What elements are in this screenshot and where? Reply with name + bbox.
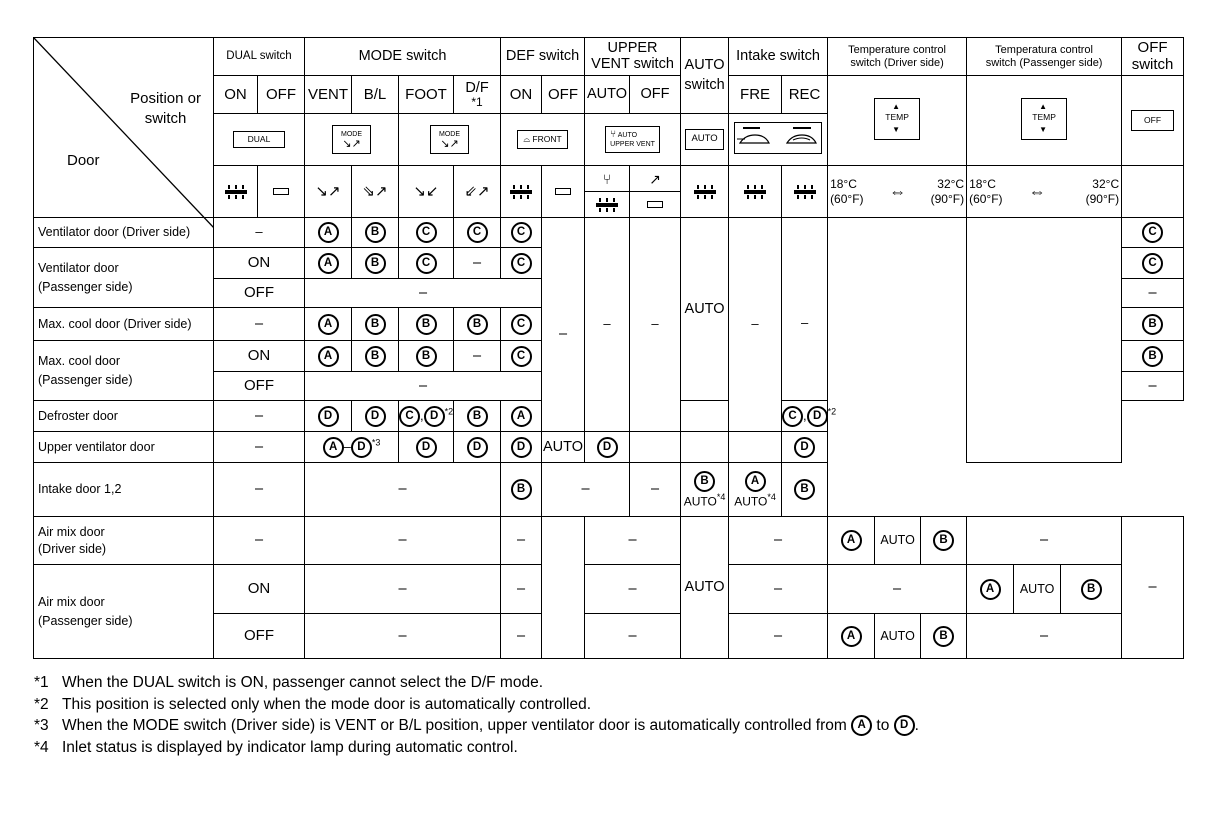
temp-driver-high: 32°C (90°F): [921, 166, 967, 218]
cell: [729, 463, 782, 517]
footnote-2: [34, 694, 919, 716]
cell: [828, 614, 875, 659]
header-intake: Intake switch: [729, 38, 828, 76]
cell: [681, 463, 729, 517]
cell: [305, 432, 399, 463]
auto-key-cell: [681, 114, 729, 166]
row-label-intake: Intake door 1,2: [34, 463, 214, 517]
cell: [1122, 308, 1184, 341]
pos-a-mark: A: [318, 346, 339, 367]
pos-upper-off: OFF: [630, 76, 681, 114]
upper-off-merged: –: [630, 248, 681, 401]
cell: –: [585, 614, 681, 659]
corner-diagonal: [34, 38, 214, 228]
foot-mode-cell: [399, 166, 454, 218]
pos-a-mark: A: [323, 437, 344, 458]
pos-c-mark: C: [467, 222, 488, 243]
mode-key-driver-icon: [332, 125, 371, 155]
pos-def-on: ON: [501, 76, 542, 114]
cell: –: [214, 308, 305, 341]
vent-arrows-icon: ↘↗: [342, 138, 361, 151]
cell: [501, 463, 542, 517]
pos-a-mark: A: [318, 314, 339, 335]
upper-key-cell: [585, 114, 681, 166]
pos-def-off: OFF: [542, 76, 585, 114]
comma: ,: [803, 407, 807, 423]
vent-arrows-icon: ↘↗: [440, 138, 459, 151]
mode-key-driver-cell: [305, 114, 399, 166]
cell: –: [214, 432, 305, 463]
pos-d-mark: D: [794, 437, 815, 458]
lamp-lit-icon: [222, 185, 250, 199]
front-defrost-key-icon: [517, 130, 567, 149]
temp-key-label: TEMP: [885, 111, 909, 122]
note-4-ref: *4: [716, 491, 726, 502]
cell: AUTO: [875, 614, 921, 659]
cell: [305, 308, 352, 341]
seat-airflow-icon: ⑂: [585, 167, 629, 192]
cell: [585, 218, 630, 248]
temp-pass-low: 18°C (60°F): [967, 166, 1014, 218]
windshield-icon: ⌓: [523, 133, 533, 144]
temp-pass-high: 32°C (90°F): [1061, 166, 1122, 218]
pos-a-mark: A: [851, 715, 872, 736]
cell: –: [729, 565, 828, 614]
lamp-off-cell: [258, 166, 305, 218]
pos-c-mark: C: [782, 406, 803, 427]
cell: –: [214, 517, 305, 565]
temp-driver-low: 18°C (60°F): [828, 166, 875, 218]
dual-key-cell: [214, 114, 305, 166]
car-airflow-icon: [735, 123, 821, 153]
foot-mode-icon: ↘↙: [413, 182, 439, 200]
upper-auto-label: AUTO: [617, 132, 638, 140]
row-label-maxcool-pass: Max. cool door (Passenger side): [34, 341, 214, 401]
cell: [782, 463, 828, 517]
cell: AUTO: [542, 432, 585, 463]
temp-driver-empty: [828, 218, 967, 463]
rec-lamp-cell: [782, 166, 828, 218]
df-mode-cell: [454, 166, 501, 218]
pos-c-mark: C: [416, 222, 437, 243]
cell: ON: [214, 341, 305, 372]
pos-d-mark: D: [318, 406, 339, 427]
upper-vent-key-label: UPPER VENT: [610, 141, 655, 149]
cell: –: [1122, 279, 1184, 308]
lamp-lit-icon: [741, 185, 769, 199]
mode-key-pass-cell: [399, 114, 501, 166]
row-label-airmix-pass: Air mix door (Passenger side): [34, 565, 214, 659]
cell: –: [214, 463, 305, 517]
seat-icon: ⑂: [610, 129, 617, 141]
cell: –: [729, 614, 828, 659]
cell: –: [305, 565, 501, 614]
up-triangle-icon: ▲: [892, 101, 900, 111]
def-off-merged: –: [542, 218, 585, 432]
lamp-lit-icon: [691, 185, 719, 199]
footnote-text: Inlet status is displayed by indicator lamp during automatic control.: [62, 738, 518, 756]
lamp-off-icon: [555, 188, 571, 195]
cell: –: [585, 517, 681, 565]
auto-lamp-cell: [681, 166, 729, 218]
pos-b-mark: B: [467, 314, 488, 335]
defrost-foot-mode-icon: ⇙↗: [464, 182, 490, 200]
cell: –: [501, 517, 542, 565]
cell: [782, 432, 828, 463]
cell: –: [305, 517, 501, 565]
cell: [967, 565, 1014, 614]
corner-position-label: Position or switch: [130, 90, 201, 127]
mode-key-label: MODE: [341, 130, 362, 138]
pos-d-mark: D: [424, 406, 445, 427]
vent-mode-icon: ↘↗: [315, 182, 341, 200]
cell: [1122, 248, 1184, 279]
pos-d-mark: D: [807, 406, 828, 427]
pos-b-mark: B: [694, 471, 715, 492]
cell: [585, 401, 630, 432]
note-2-ref: *2: [444, 406, 454, 417]
note-2-ref: *2: [827, 406, 837, 417]
cell: –: [501, 565, 542, 614]
pos-a-mark: A: [745, 471, 766, 492]
upper-auto-merged: –: [585, 248, 630, 401]
cell: [729, 432, 782, 463]
temp-driver-arrow: ⇔: [875, 166, 921, 218]
pos-c-mark: C: [1142, 253, 1163, 274]
cell: [782, 218, 828, 248]
header-dual: DUAL switch: [214, 38, 305, 76]
cell: [352, 308, 399, 341]
lamp-on-cell: [214, 166, 258, 218]
pos-foot: FOOT: [399, 76, 454, 114]
cell: –: [305, 279, 542, 308]
cell: [305, 248, 352, 279]
temp-pass-arrow: ⇔: [1014, 166, 1061, 218]
footnote-mark: *4: [34, 738, 49, 756]
cell: [1061, 565, 1122, 614]
intake-key-cell: [729, 114, 828, 166]
cell: [454, 401, 501, 432]
cell: [352, 401, 399, 432]
cell: –: [585, 565, 681, 614]
auto-merged: AUTO: [681, 218, 729, 401]
pos-b-mark: B: [365, 253, 386, 274]
cell: [501, 248, 542, 279]
row-label-vent-driver: Ventilator door (Driver side): [34, 218, 214, 248]
cell: –: [1122, 372, 1184, 401]
header-off: OFF switch: [1122, 38, 1184, 76]
footnote-period: .: [914, 717, 919, 734]
cell: –: [542, 463, 630, 517]
footnote-1: [34, 672, 919, 694]
pos-a-mark: A: [841, 530, 862, 551]
row-label-maxcool-driver: Max. cool door (Driver side): [34, 308, 214, 341]
cell: [681, 432, 729, 463]
cell: [729, 218, 782, 248]
header-upper-vent: UPPER VENT switch: [585, 38, 681, 76]
footnote-text: This position is selected only when the mode door is automatically controlled.: [62, 695, 591, 713]
cell: [454, 432, 501, 463]
pos-b-mark: B: [1081, 579, 1102, 600]
pos-df-note: *1: [471, 94, 483, 109]
header-mode: MODE switch: [305, 38, 501, 76]
pos-b-mark: B: [467, 406, 488, 427]
pos-a-mark: A: [980, 579, 1001, 600]
header-auto: AUTO switch: [681, 38, 729, 114]
pos-d-mark: D: [365, 406, 386, 427]
pos-b-mark: B: [365, 222, 386, 243]
cell: [782, 401, 837, 432]
header-temp-passenger: Temperatura control switch (Passenger side): [967, 38, 1122, 76]
pos-c-mark: C: [511, 314, 532, 335]
def-lamp-on-cell: [501, 166, 542, 218]
front-key-cell: [501, 114, 585, 166]
row-label-upper-vent: Upper ventilator door: [34, 432, 214, 463]
footnote-to: to: [876, 717, 890, 734]
footnote-3: [34, 715, 919, 737]
corner-cell: [34, 38, 214, 218]
pos-b-mark: B: [511, 479, 532, 500]
pos-fre: FRE: [729, 76, 782, 114]
vent-mode-cell: [305, 166, 352, 218]
bilevel-mode-icon: ⇘↗: [362, 182, 388, 200]
lamp-off-icon: [273, 188, 289, 195]
pos-d-mark: D: [894, 715, 915, 736]
header-temp-driver: Temperature control switch (Driver side): [828, 38, 967, 76]
temp-driver-switch-icon: [874, 98, 920, 140]
cell: [352, 218, 399, 248]
footnote-text: When the MODE switch (Driver side) is VENT or B/L position, upper ventilator door is automatically controlled from: [62, 717, 847, 734]
temp-key-label: TEMP: [1032, 111, 1056, 122]
pos-d-mark: D: [511, 437, 532, 458]
pos-vent: VENT: [305, 76, 352, 114]
pos-a-mark: A: [318, 253, 339, 274]
off-key-icon: OFF: [1131, 110, 1174, 131]
cell: –: [454, 341, 501, 372]
off-airmix-merged: –: [1122, 517, 1184, 659]
comma: ,: [420, 407, 424, 423]
pos-d-mark: D: [416, 437, 437, 458]
cell: [1122, 341, 1184, 372]
pos-d-mark: D: [597, 437, 618, 458]
cell: [501, 401, 542, 432]
cell: –: [729, 517, 828, 565]
temp-driver-switch-cell: [828, 76, 967, 166]
cell: AUTO: [1014, 565, 1061, 614]
cell: [501, 308, 542, 341]
cell: [399, 218, 454, 248]
cell: –: [967, 517, 1122, 565]
cell: [399, 432, 454, 463]
cell: –: [305, 463, 501, 517]
pos-a-mark: A: [841, 626, 862, 647]
mode-key-label: MODE: [439, 130, 460, 138]
fre-lamp-cell: [729, 166, 782, 218]
cell: [454, 308, 501, 341]
pos-dual-off: OFF: [258, 76, 305, 114]
off-symbol-empty: [1122, 166, 1184, 218]
upper-auto-symbol-cell: [585, 166, 630, 218]
auto-label: AUTO: [734, 493, 768, 508]
cell: [454, 218, 501, 248]
cell: –: [305, 614, 501, 659]
footnotes: [34, 672, 919, 758]
cell: [501, 341, 542, 372]
pos-a-mark: A: [318, 222, 339, 243]
temp-pass-switch-cell: [967, 76, 1122, 166]
down-triangle-icon: ▼: [892, 124, 900, 134]
auto-airmix-merged: AUTO: [681, 517, 729, 659]
upper-off-symbol-cell: [630, 166, 681, 218]
footnote-mark: *1: [34, 674, 49, 691]
pos-b-mark: B: [1142, 314, 1163, 335]
cell: [399, 248, 454, 279]
dual-key-icon: DUAL: [233, 131, 286, 148]
row-label-vent-pass: Ventilator door (Passenger side): [34, 248, 214, 308]
pos-c-mark: C: [511, 346, 532, 367]
footnote-text: When the DUAL switch is ON, passenger cannot select the D/F mode.: [62, 674, 543, 691]
footnote-mark: *3: [34, 717, 49, 734]
cell: [352, 248, 399, 279]
cell: [305, 341, 352, 372]
rec-merged: –: [782, 248, 828, 401]
cell: [542, 565, 585, 614]
cell: OFF: [214, 372, 305, 401]
cell: [630, 432, 681, 463]
cell: [305, 218, 352, 248]
up-triangle-icon: ▲: [1039, 101, 1048, 111]
note-3-ref: *3: [371, 437, 381, 448]
pos-d-mark: D: [351, 437, 372, 458]
cell: [542, 517, 585, 565]
pos-b-mark: B: [365, 314, 386, 335]
front-key-label: FRONT: [532, 133, 562, 144]
cell: [921, 614, 967, 659]
fre-merged: –: [729, 248, 782, 401]
pos-b-mark: B: [416, 314, 437, 335]
range-sep: –: [343, 438, 351, 454]
door-control-table: [33, 37, 1184, 659]
lamp-off-icon: [647, 201, 663, 208]
cell: [681, 401, 729, 432]
cell: ON: [214, 565, 305, 614]
pos-b-mark: B: [1142, 346, 1163, 367]
pos-b-mark: B: [416, 346, 437, 367]
pos-b-mark: B: [933, 626, 954, 647]
temp-pass-switch-icon: [1021, 98, 1067, 140]
auto-label: AUTO: [683, 493, 717, 508]
cell: OFF: [214, 279, 305, 308]
pos-b-mark: B: [365, 346, 386, 367]
intake-key-icon: [734, 122, 822, 154]
pos-c-mark: C: [1142, 222, 1163, 243]
footnote-4: [34, 737, 919, 759]
pos-c-mark: C: [511, 253, 532, 274]
cell: [921, 517, 967, 565]
cell: –: [967, 614, 1122, 659]
cell: [828, 517, 875, 565]
cell: –: [214, 218, 305, 248]
def-lamp-off-cell: [542, 166, 585, 218]
row-label-defroster: Defroster door: [34, 401, 214, 432]
lamp-lit-icon: [593, 198, 621, 212]
cell: [585, 432, 630, 463]
cell: –: [828, 565, 967, 614]
pos-dual-on: ON: [214, 76, 258, 114]
bl-mode-cell: [352, 166, 399, 218]
note-4-ref: *4: [767, 491, 776, 502]
cell: –: [454, 248, 501, 279]
pos-b-mark: B: [794, 479, 815, 500]
pos-bl: B/L: [352, 76, 399, 114]
cell: [630, 218, 681, 248]
cell: [501, 218, 542, 248]
cell: [630, 401, 681, 432]
cell: AUTO: [875, 517, 921, 565]
pos-c-mark: C: [511, 222, 532, 243]
pos-df-label: D/F: [465, 80, 489, 97]
pos-upper-auto: AUTO: [585, 76, 630, 114]
cell: OFF: [214, 614, 305, 659]
lamp-lit-icon: [507, 185, 535, 199]
corner-door-label: Door: [67, 152, 100, 169]
cell: [399, 341, 454, 372]
pos-b-mark: B: [933, 530, 954, 551]
pos-c-mark: C: [399, 406, 420, 427]
cell: [729, 401, 782, 432]
pos-a-mark: A: [511, 406, 532, 427]
cell: [399, 401, 454, 432]
mode-key-pass-icon: [430, 125, 469, 155]
cell: –: [630, 463, 681, 517]
cell: –: [214, 401, 305, 432]
cell: [1122, 218, 1184, 248]
cell: –: [305, 372, 542, 401]
cell: [501, 432, 542, 463]
temp-pass-empty: [967, 218, 1122, 463]
off-switch-cell: [1122, 76, 1184, 166]
cell: –: [501, 614, 542, 659]
header-def: DEF switch: [501, 38, 585, 76]
pos-d-mark: D: [467, 437, 488, 458]
pos-c-mark: C: [416, 253, 437, 274]
cell: [352, 341, 399, 372]
seat-airflow-icon: ↗: [630, 167, 680, 192]
auto-key-icon: AUTO: [685, 129, 723, 149]
lamp-lit-icon: [791, 185, 819, 199]
row-label-airmix-driver: Air mix door (Driver side): [34, 517, 214, 565]
cell: [305, 401, 352, 432]
cell: ON: [214, 248, 305, 279]
pos-df: [454, 76, 501, 114]
cell: [542, 614, 585, 659]
upper-vent-key-icon: [605, 126, 660, 152]
cell: [399, 308, 454, 341]
pos-rec: REC: [782, 76, 828, 114]
down-triangle-icon: ▼: [1039, 124, 1048, 134]
footnote-mark: *2: [34, 695, 49, 713]
